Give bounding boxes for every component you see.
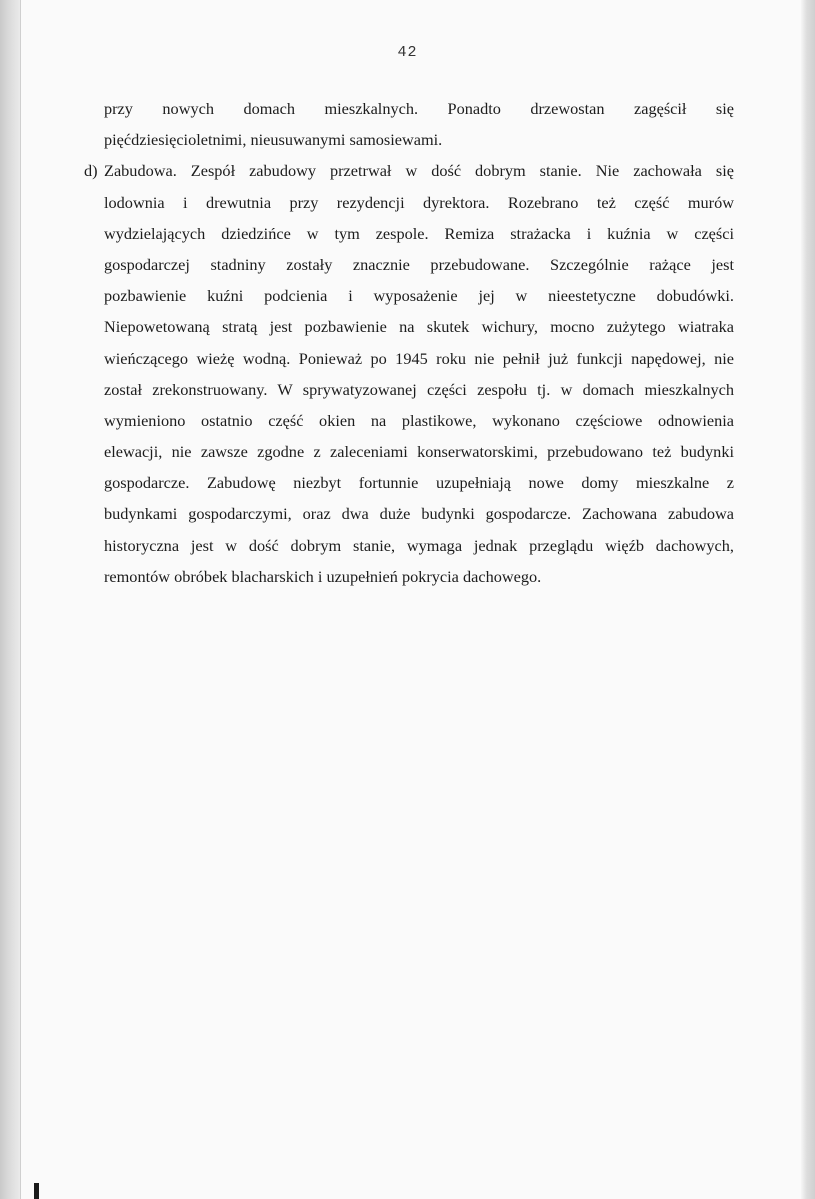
text-line: pozbawienie kuźni podcienia i wyposażenie jej w nieestetyczne dobudówki. xyxy=(104,286,734,306)
page-number: 42 xyxy=(397,44,418,61)
text-line: przy nowych domach mieszkalnych. Ponadto drzewostan zagęścił się xyxy=(104,99,734,118)
text-line: wydzielających dziedzińce w tym zespole. Remiza strażacka i kuźnia w części xyxy=(104,223,734,243)
list-marker: d) xyxy=(84,161,98,181)
text-line: został zrekonstruowany. W sprywatyzowanej części zespołu tj. w domach mieszkalnych xyxy=(104,379,734,399)
text-line: budynkami gospodarczymi, oraz dwa duże budynki gospodarcze. Zachowana zabudowa xyxy=(104,504,734,524)
text-line: wieńczącego wieżę wodną. Ponieważ po 1945 roku nie pełnił już funkcji napędowej, nie xyxy=(104,348,734,368)
scan-binding-mark xyxy=(34,1183,39,1199)
text-line: wymieniono ostatnio część okien na plastikowe, wykonano częściowe odnowienia xyxy=(104,410,734,430)
text-line: Niepowetowaną stratą jest pozbawienie na skutek wichury, mocno zużytego wiatraka xyxy=(104,317,734,337)
text-line: remontów obróbek blacharskich i uzupełnień pokrycia dachowego. xyxy=(104,566,542,586)
body-text xyxy=(84,93,734,592)
text-line: lodownia i drewutnia przy rezydencji dyrektora. Rozebrano też część murów xyxy=(104,192,734,212)
list-item-d xyxy=(84,155,734,592)
text-line: historyczna jest w dość dobrym stanie, wymaga jednak przeglądu więźb dachowych, xyxy=(104,535,734,555)
scan-right-edge xyxy=(801,0,815,1199)
text-line: gospodarczej stadniny zostały znacznie przebudowane. Szczególnie rażące jest xyxy=(104,254,734,274)
scan-left-edge xyxy=(0,0,22,1199)
text-line: pięćdziesięcioletnimi, nieusuwanymi samosiewami. xyxy=(104,130,443,150)
text-line: elewacji, nie zawsze zgodne z zaleceniami konserwatorskimi, przebudowano też budynki xyxy=(104,442,734,462)
text-line: Zabudowa. Zespół zabudowy przetrwał w dość dobrym stanie. Nie zachowała się xyxy=(104,161,734,181)
text-line: gospodarcze. Zabudowę niezbyt fortunnie uzupełniają nowe domy mieszkalne z xyxy=(104,473,734,493)
